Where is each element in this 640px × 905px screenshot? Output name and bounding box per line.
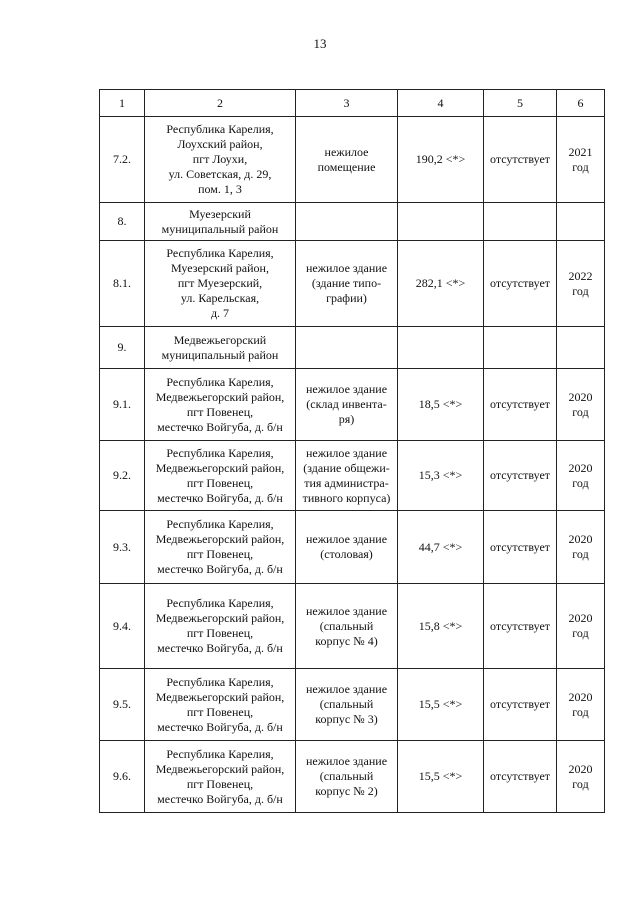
row-number-cell: 9.6. (100, 741, 145, 813)
object-type-cell: нежилое здание (спальный корпус № 4) (296, 584, 398, 669)
row-number-cell: 9.3. (100, 511, 145, 584)
encumbrance-cell (484, 203, 557, 241)
year-cell: 2020 год (557, 511, 605, 584)
area-cell: 18,5 <*> (398, 369, 484, 441)
address-cell: Республика Карелия, Медвежьегорский район, пгт Повенец, местечко Войгуба, д. б/н (145, 369, 296, 441)
area-cell: 15,8 <*> (398, 584, 484, 669)
row-number-cell: 8. (100, 203, 145, 241)
row-number-cell: 9.4. (100, 584, 145, 669)
object-type-cell: нежилое здание (здание общежи- тия администра- тивного корпуса) (296, 441, 398, 511)
header-cell-1: 1 (100, 90, 145, 117)
area-cell: 15,5 <*> (398, 741, 484, 813)
address-cell: Республика Карелия, Муезерский район, пгт Муезерский, ул. Карельская, д. 7 (145, 241, 296, 327)
encumbrance-cell: отсутствует (484, 241, 557, 327)
area-cell: 44,7 <*> (398, 511, 484, 584)
row-number-cell: 9.2. (100, 441, 145, 511)
encumbrance-cell: отсутствует (484, 584, 557, 669)
year-cell: 2021 год (557, 117, 605, 203)
encumbrance-cell: отсутствует (484, 511, 557, 584)
year-cell: 2020 год (557, 584, 605, 669)
object-type-cell: нежилое здание (столовая) (296, 511, 398, 584)
header-row (100, 90, 605, 117)
table-row (100, 203, 605, 241)
page-number: 13 (313, 36, 327, 51)
address-cell: Республика Карелия, Медвежьегорский район, пгт Повенец, местечко Войгуба, д. б/н (145, 441, 296, 511)
encumbrance-cell: отсутствует (484, 369, 557, 441)
object-type-cell: нежилое здание (спальный корпус № 3) (296, 669, 398, 741)
row-number-cell: 8.1. (100, 241, 145, 327)
area-cell: 190,2 <*> (398, 117, 484, 203)
object-type-cell: нежилое помещение (296, 117, 398, 203)
table-row (100, 741, 605, 813)
header-cell-4: 4 (398, 90, 484, 117)
address-cell: Республика Карелия, Медвежьегорский район, пгт Повенец, местечко Войгуба, д. б/н (145, 741, 296, 813)
table-row (100, 511, 605, 584)
address-cell: Муезерский муниципальный район (145, 203, 296, 241)
area-cell: 15,5 <*> (398, 669, 484, 741)
row-number-cell: 9.1. (100, 369, 145, 441)
year-cell: 2020 год (557, 441, 605, 511)
encumbrance-cell: отсутствует (484, 117, 557, 203)
row-number-cell: 9.5. (100, 669, 145, 741)
year-cell: 2020 год (557, 669, 605, 741)
row-number-cell: 7.2. (100, 117, 145, 203)
object-type-cell (296, 203, 398, 241)
year-cell: 2020 год (557, 369, 605, 441)
table-row (100, 669, 605, 741)
table-row (100, 241, 605, 327)
address-cell: Республика Карелия, Медвежьегорский район, пгт Повенец, местечко Войгуба, д. б/н (145, 669, 296, 741)
header-cell-2: 2 (145, 90, 296, 117)
address-cell: Республика Карелия, Медвежьегорский район, пгт Повенец, местечко Войгуба, д. б/н (145, 511, 296, 584)
header-cell-3: 3 (296, 90, 398, 117)
table-row (100, 441, 605, 511)
area-cell (398, 203, 484, 241)
address-cell: Республика Карелия, Медвежьегорский район, пгт Повенец, местечко Войгуба, д. б/н (145, 584, 296, 669)
address-cell: Республика Карелия, Лоухский район, пгт Лоухи, ул. Советская, д. 29, пом. 1, 3 (145, 117, 296, 203)
year-cell: 2022 год (557, 241, 605, 327)
year-cell (557, 327, 605, 369)
area-cell: 282,1 <*> (398, 241, 484, 327)
object-type-cell (296, 327, 398, 369)
year-cell: 2020 год (557, 741, 605, 813)
row-number-cell: 9. (100, 327, 145, 369)
header-cell-5: 5 (484, 90, 557, 117)
object-type-cell: нежилое здание (здание типо- графии) (296, 241, 398, 327)
object-type-cell: нежилое здание (спальный корпус № 2) (296, 741, 398, 813)
area-cell: 15,3 <*> (398, 441, 484, 511)
header-cell-6: 6 (557, 90, 605, 117)
table-row (100, 584, 605, 669)
object-type-cell: нежилое здание (склад инвента- ря) (296, 369, 398, 441)
encumbrance-cell: отсутствует (484, 441, 557, 511)
table-row (100, 369, 605, 441)
property-table (99, 89, 605, 813)
table-row (100, 117, 605, 203)
address-cell: Медвежьегорский муниципальный район (145, 327, 296, 369)
encumbrance-cell: отсутствует (484, 669, 557, 741)
encumbrance-cell (484, 327, 557, 369)
area-cell (398, 327, 484, 369)
encumbrance-cell: отсутствует (484, 741, 557, 813)
year-cell (557, 203, 605, 241)
table-row (100, 327, 605, 369)
